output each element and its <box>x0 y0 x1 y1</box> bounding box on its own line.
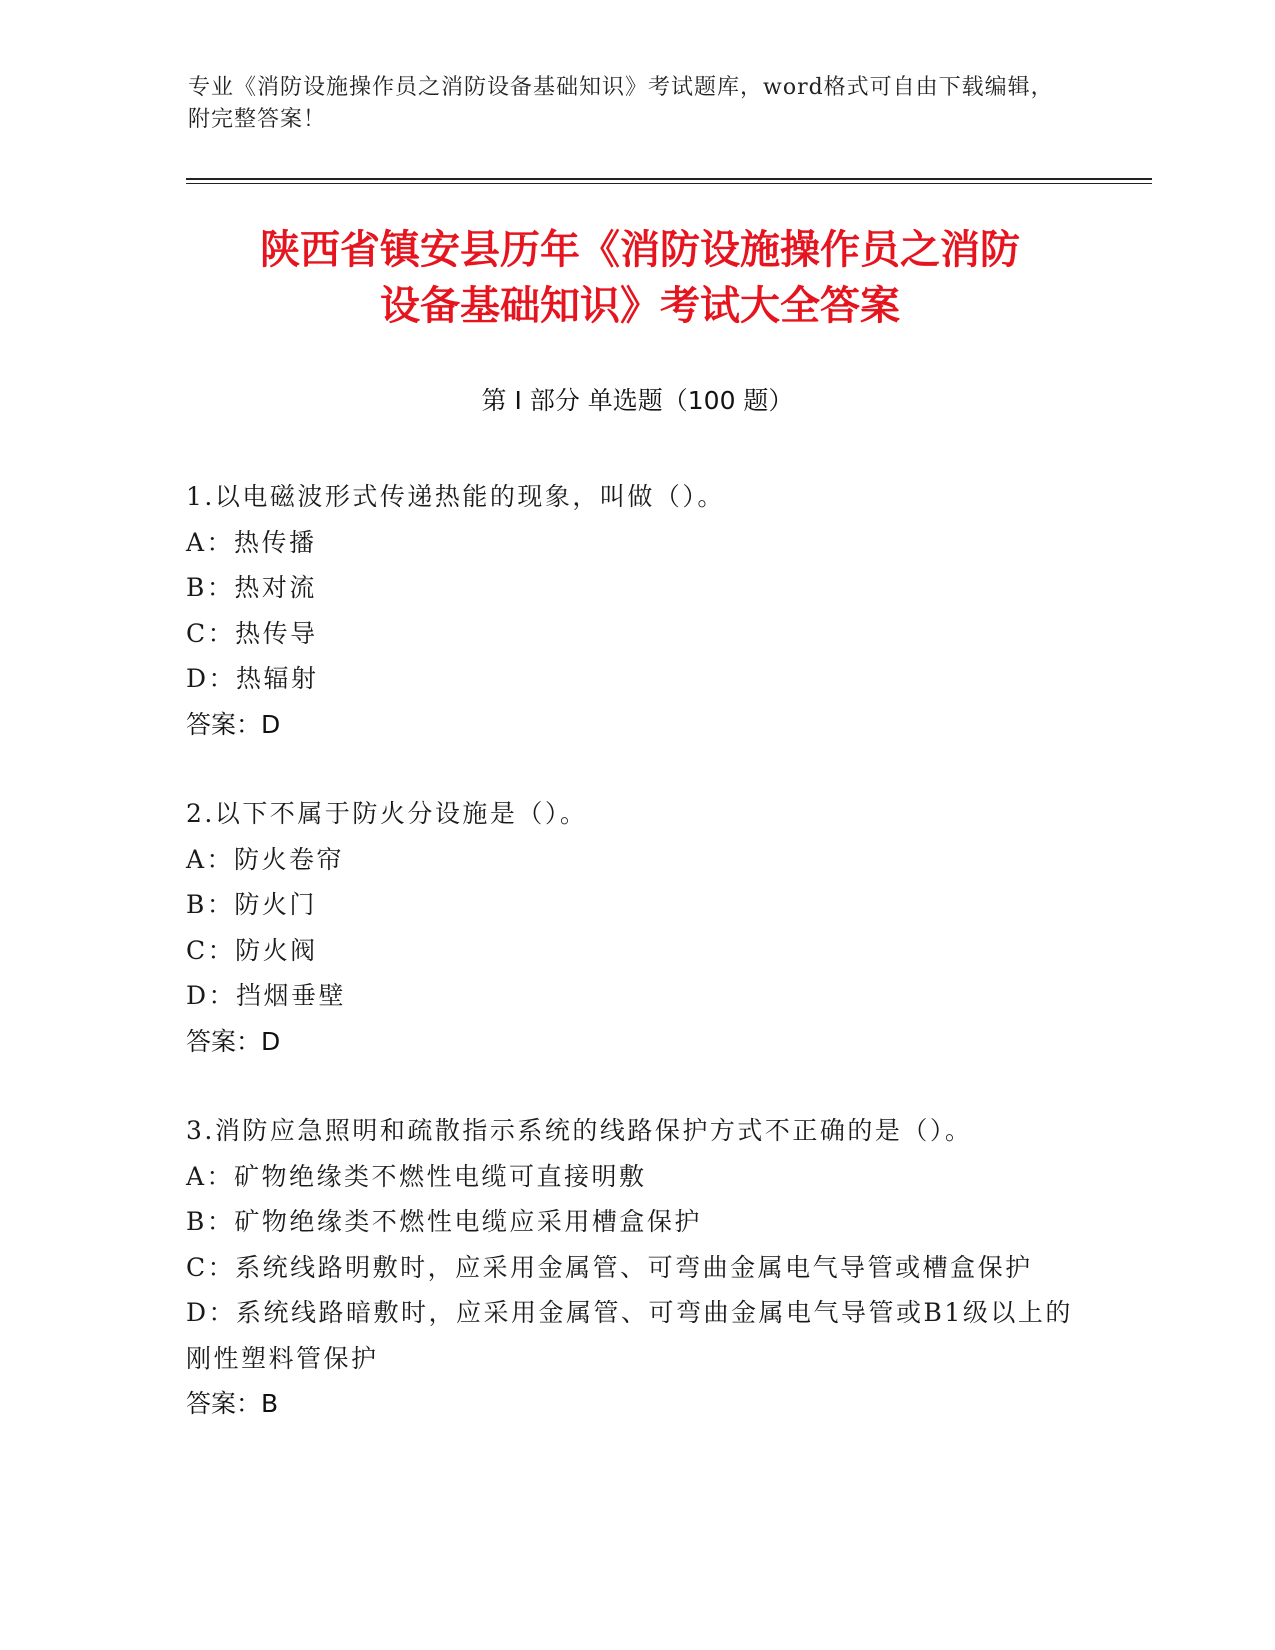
title-line-1: 陕西省镇安县历年《消防设施操作员之消防 <box>260 227 1020 273</box>
answer-line: 答案：D <box>186 709 281 739</box>
option-b: B：矿物绝缘类不燃性电缆应采用槽盒保护 <box>186 1207 702 1236</box>
header-divider-thick <box>186 178 1152 180</box>
answer-line: 答案：D <box>186 1026 281 1056</box>
question-1 <box>186 474 1086 747</box>
title-line-2: 设备基础知识》考试大全答案 <box>380 283 900 329</box>
option-a: A：防火卷帘 <box>186 844 345 874</box>
question-list <box>186 474 1086 1471</box>
answer-line: 答案：B <box>186 1389 279 1418</box>
header-note: 专业《消防设施操作员之消防设备基础知识》考试题库，word格式可自由下载编辑，附完整答案！ <box>188 75 1054 132</box>
option-d: D：热辐射 <box>186 664 319 693</box>
document-title <box>160 222 1120 334</box>
question-stem: 1.以电磁波形式传递热能的现象，叫做（）。 <box>186 482 725 511</box>
option-c: C：热传导 <box>186 618 318 648</box>
question-3 <box>186 1108 1086 1427</box>
question-2 <box>186 791 1086 1064</box>
option-b: B：热对流 <box>186 573 317 602</box>
option-a: A：矿物绝缘类不燃性电缆可直接明敷 <box>186 1161 647 1191</box>
section-heading: 第 I 部分 单选题（100 题） <box>481 386 794 415</box>
option-a: A：热传播 <box>186 527 317 557</box>
option-d: D：挡烟垂壁 <box>186 981 347 1010</box>
option-d: D：系统线路暗敷时，应采用金属管、可弯曲金属电气导管或B1级以上的刚性塑料管保护 <box>186 1298 1073 1373</box>
option-c: C：防火阀 <box>186 935 318 965</box>
option-c: C：系统线路明敷时，应采用金属管、可弯曲金属电气导管或槽盒保护 <box>186 1252 1033 1282</box>
header-divider-thin <box>186 183 1152 184</box>
question-stem: 3.消防应急照明和疏散指示系统的线路保护方式不正确的是（）。 <box>186 1116 973 1145</box>
question-stem: 2.以下不属于防火分设施是（）。 <box>186 799 588 828</box>
option-b: B：防火门 <box>186 890 317 919</box>
